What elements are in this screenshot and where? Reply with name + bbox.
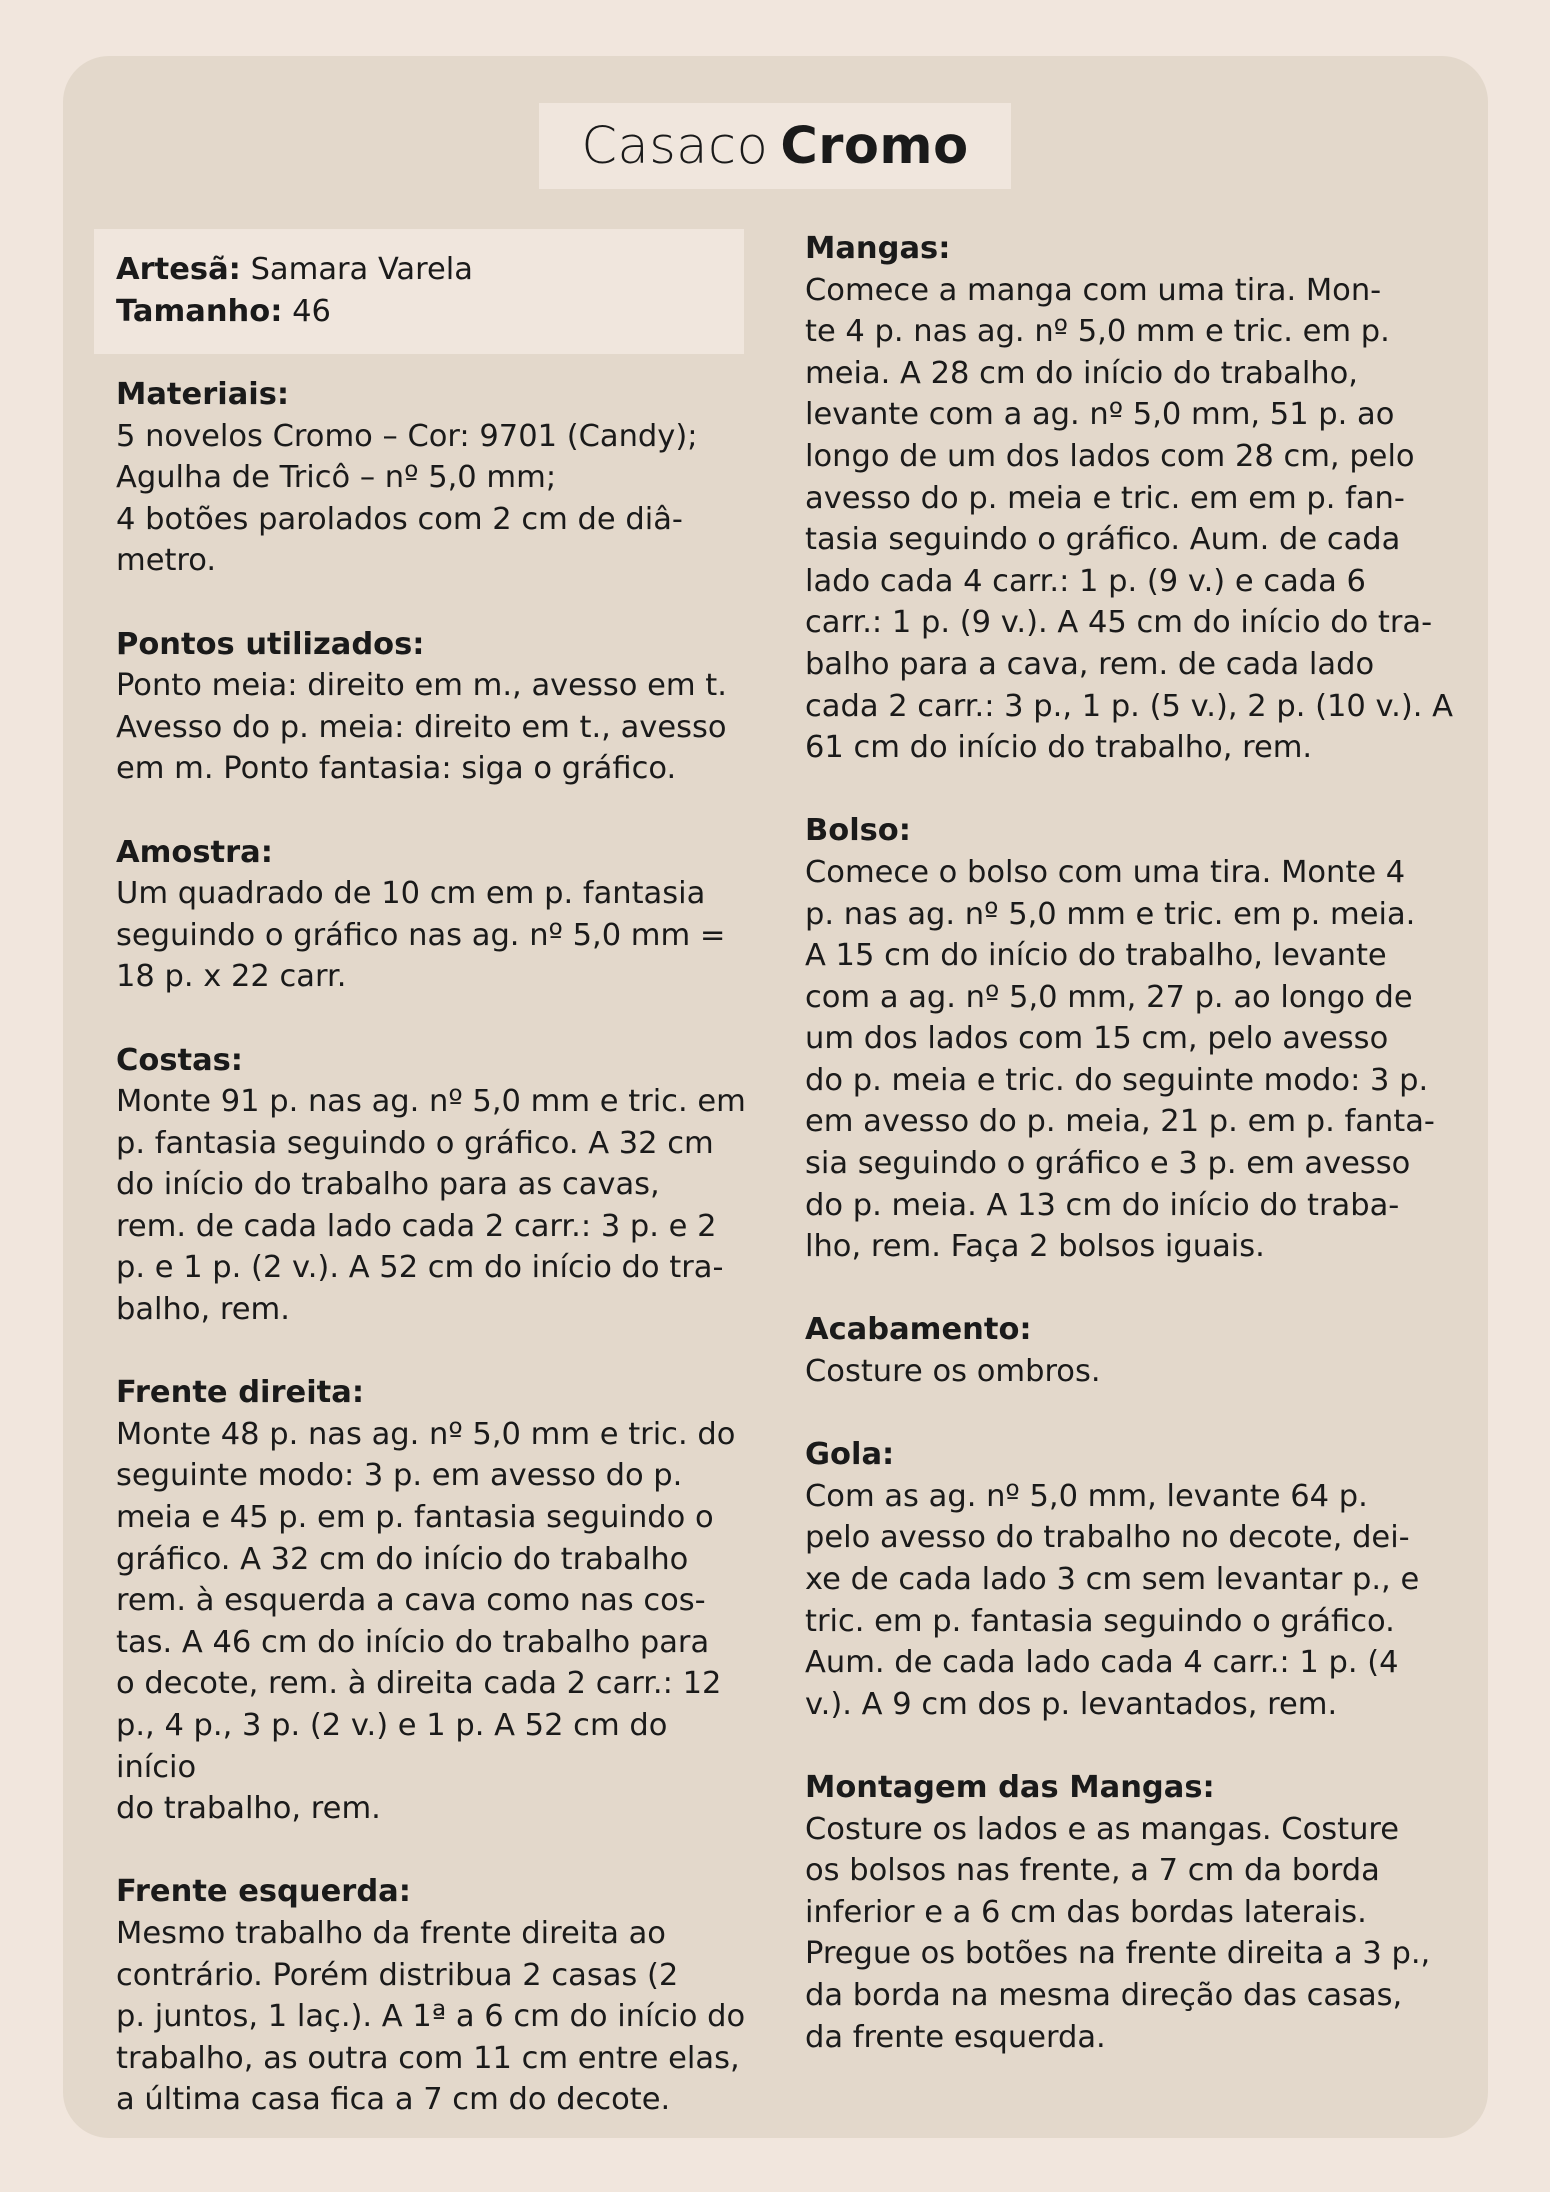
section-text: Mesmo trabalho da frente direita ao contrário. Porém distribua 2 casas (2 p. juntos, 1 laç.). A 1ª a 6 cm do início do trabalho, as outra com 11 cm entre elas, a última casa fica a 7 cm do decote. xyxy=(116,1915,746,2118)
section-heading: Materiais: xyxy=(116,377,290,412)
title-light: Casaco xyxy=(581,116,769,176)
page-title xyxy=(539,103,1011,189)
size-label: Tamanho: xyxy=(116,293,283,329)
section-heading: Acabamento: xyxy=(805,1312,1032,1348)
section-montagem xyxy=(805,1767,1455,2058)
section-bolso xyxy=(805,810,1455,1268)
section-text: Monte 48 p. nas ag. nº 5,0 mm e tric. do seguinte modo: 3 p. em avesso do p. meia e 45 p. em p. fantasia seguindo o gráfico. A 32 cm do início do trabalho rem. à esquerda a cava como nas cos- tas. A 46 cm do início do trabalho para o decote, rem. à direita cada 2 carr.: 12 p., 4 p., 3 p. (2 v.) e 1 p. A 52 cm do início do trabalho, rem. xyxy=(116,1416,736,1827)
section-heading: Gola: xyxy=(805,1437,895,1473)
section-heading: Frente direita: xyxy=(116,1375,365,1411)
section-gola xyxy=(805,1434,1455,1725)
section-acabamento xyxy=(805,1309,1455,1392)
artisan-line xyxy=(116,249,473,291)
size-line xyxy=(116,291,473,333)
section-mangas xyxy=(805,228,1455,769)
left-column xyxy=(116,374,756,2163)
section-text: Com as ag. nº 5,0 mm, levante 64 p. pelo avesso do trabalho no decote, dei- xe de cada lado 3 cm sem levantar p., e tric. em p. fantasia seguindo o gráfico. Aum. de cada lado cada 4 carr.: 1 p. (4 v.). A 9 cm dos p. levantados, rem. xyxy=(805,1478,1420,1722)
section-text: Monte 91 p. nas ag. nº 5,0 mm e tric. em p. fantasia seguindo o gráfico. A 32 cm do início do trabalho para as cavas, rem. de cada lado cada 2 carr.: 3 p. e 2 p. e 1 p. (2 v.). A 52 cm do início do tra- balho, rem. xyxy=(116,1084,746,1328)
section-text: Comece a manga com uma tira. Mon- te 4 p. nas ag. nº 5,0 mm e tric. em p. meia. A 28 cm do início do trabalho, levante com a ag. nº 5,0 mm, 51 p. ao longo de um dos lados com 28 cm, pelo avesso do p. meia e tric. em em p. fan- tasia seguindo o gráfico. Aum. de cada lado cada 4 carr.: 1 p. (9 v.) e cada 6 carr.: 1 p. (9 v.). A 45 cm do início do tra- balho para a cava, rem. de cada lado cada 2 carr.: 3 p., 1 p. (5 v.), 2 p. (10 v.). A 61 cm do início do trabalho, rem. xyxy=(805,272,1454,766)
section-frente-esquerda xyxy=(116,1871,756,2121)
section-heading: Mangas: xyxy=(805,231,951,266)
section-text: Ponto meia: direito em m., avesso em t. Avesso do p. meia: direito em t., avesso em m. Ponto fantasia: siga o gráfico. xyxy=(116,668,727,787)
artisan-value: Samara Varela xyxy=(250,252,473,287)
section-text: Um quadrado de 10 cm em p. fantasia seguindo o gráfico nas ag. nº 5,0 mm = 18 p. x 22 carr. xyxy=(116,876,726,995)
info-text xyxy=(116,249,473,332)
section-heading: Amostra: xyxy=(116,834,273,870)
title-bold: Cromo xyxy=(780,116,969,176)
section-frente-direita xyxy=(116,1372,756,1830)
section-heading: Bolso: xyxy=(805,813,911,849)
section-text: Costure os lados e as mangas. Costure os bolsos nas frente, a 7 cm da borda inferior e a 6 cm das bordas laterais. Pregue os botões na frente direita a 3 p., da borda na mesma direção das casas, da frente esquerda. xyxy=(805,1811,1431,2055)
section-pontos xyxy=(116,624,756,790)
section-costas xyxy=(116,1040,756,1331)
section-amostra xyxy=(116,832,756,998)
section-materiais xyxy=(116,374,756,582)
size-value: 46 xyxy=(292,293,331,329)
section-text: 5 novelos Cromo – Cor: 9701 (Candy); Agulha de Tricô – nº 5,0 mm; 4 botões parolados com 2 cm de diâ- metro. xyxy=(116,418,698,579)
right-column xyxy=(805,228,1455,2100)
section-text: Comece o bolso com uma tira. Monte 4 p. nas ag. nº 5,0 mm e tric. em p. meia. A 15 cm do início do trabalho, levante com a ag. nº 5,0 mm, 27 p. ao longo de um dos lados com 15 cm, pelo avesso do p. meia e tric. do seguinte modo: 3 p. em avesso do p. meia, 21 p. em p. fanta- sia seguindo o gráfico e 3 p. em avesso do p. meia. A 13 cm do início do traba- lho, rem. Faça 2 bolsos iguais. xyxy=(805,854,1435,1265)
section-text: Costure os ombros. xyxy=(805,1354,1101,1390)
section-heading: Montagem das Mangas: xyxy=(805,1769,1215,1805)
section-heading: Pontos utilizados: xyxy=(116,626,425,662)
section-heading: Frente esquerda: xyxy=(116,1874,411,1910)
section-heading: Costas: xyxy=(116,1042,244,1078)
artisan-label: Artesã: xyxy=(116,252,241,287)
